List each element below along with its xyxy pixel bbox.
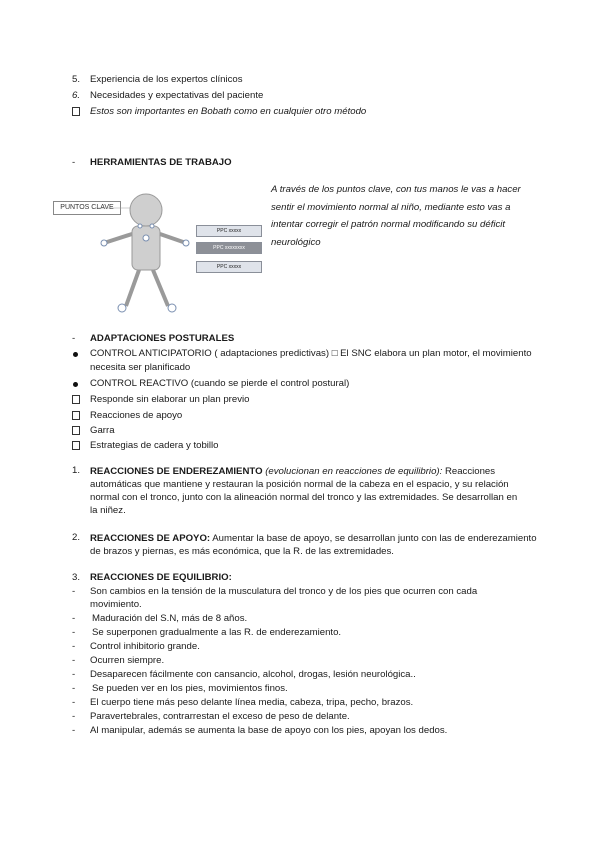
checkbox-glyph-icon [72, 107, 80, 116]
list-item: Estrategias de cadera y tobillo [90, 440, 219, 451]
list-number: 5. [72, 74, 81, 85]
reaction-paragraph [90, 532, 537, 558]
note-text: Estos son importantes en Bobath como en cualquier otro método [90, 106, 367, 117]
quote-line: sentir el movimiento normal al niño, mediante esto vas a [271, 201, 511, 213]
reaction-text: de brazos y piernas, es más económica, que la R. de las extremidades. [90, 546, 394, 557]
list-number: 2. [72, 532, 81, 543]
reaction-title: REACCIONES DE APOYO: [90, 533, 211, 544]
reaction-text: la niñez. [90, 505, 126, 516]
reaction-subtitle: (evolucionan en reacciones de equilibrio): [265, 466, 443, 477]
list-number: 6. [72, 90, 81, 101]
quote-line: intentar corregir el patrón normal modificando su déficit [271, 219, 506, 230]
bullet-text: CONTROL REACTIVO (cuando se pierde el control postural) [90, 378, 350, 389]
figure-bar: PPC xxxxx [196, 261, 262, 273]
reaction-text: Aumentar la base de apoyo, se desarrollan junto con las de enderezamiento [212, 533, 537, 544]
reaction-title: REACCIONES DE ENDEREZAMIENTO [90, 466, 263, 477]
checkbox-glyph-icon [72, 441, 80, 450]
figure-bar: PPC xxxxxxxx [196, 242, 262, 254]
figure-bar: PPC xxxxx [196, 225, 262, 237]
dash-marker: - [72, 157, 76, 168]
bullet-text: CONTROL ANTICIPATORIO ( adaptaciones predictivas) □ El SNC elabora un plan motor, el movimiento [90, 348, 532, 359]
list-item: - Son cambios en la tensión de la musculatura del tronco y de los pies que ocurren con cada movimiento. [72, 586, 478, 610]
reaction-text: normal con el tronco, junto con la alineación normal del tronco y las extremidades. Se desarrollan en [90, 492, 518, 503]
dash-marker: - [72, 333, 76, 344]
bullet-text: necesita ser planificado [90, 362, 191, 373]
list-item: Garra [90, 425, 115, 436]
reaction-text: automáticas que mantiene y restauran la posición normal de la cabeza en el espacio, y su relación [90, 479, 509, 490]
body-figure-icon [96, 188, 196, 318]
list-item: Responde sin elaborar un plan previo [90, 394, 250, 405]
list-item: Reacciones de apoyo [90, 410, 183, 421]
section-heading: ADAPTACIONES POSTURALES [90, 333, 235, 344]
checkbox-glyph-icon [72, 411, 80, 420]
list-item: Experiencia de los expertos clínicos [90, 74, 243, 85]
reaction-paragraph [90, 465, 517, 517]
bullet-icon [73, 352, 78, 357]
section-heading: HERRAMIENTAS DE TRABAJO [90, 157, 232, 168]
list-item: Necesidades y expectativas del paciente [90, 90, 264, 101]
reaction-text: Reacciones [444, 466, 496, 477]
checkbox-glyph-icon [72, 395, 80, 404]
list-number: 3. [72, 572, 81, 583]
checkbox-glyph-icon [72, 426, 80, 435]
quote-line: neurológico [271, 236, 321, 248]
quote-paragraph [271, 181, 521, 251]
quote-line: A través de los puntos clave, con tus manos le vas a hacer [271, 184, 521, 195]
bullet-icon [73, 382, 78, 387]
reaction-title: REACCIONES DE EQUILIBRIO: [90, 572, 232, 583]
list-number: 1. [72, 465, 81, 476]
figure-label: PUNTOS CLAVE [53, 201, 121, 215]
